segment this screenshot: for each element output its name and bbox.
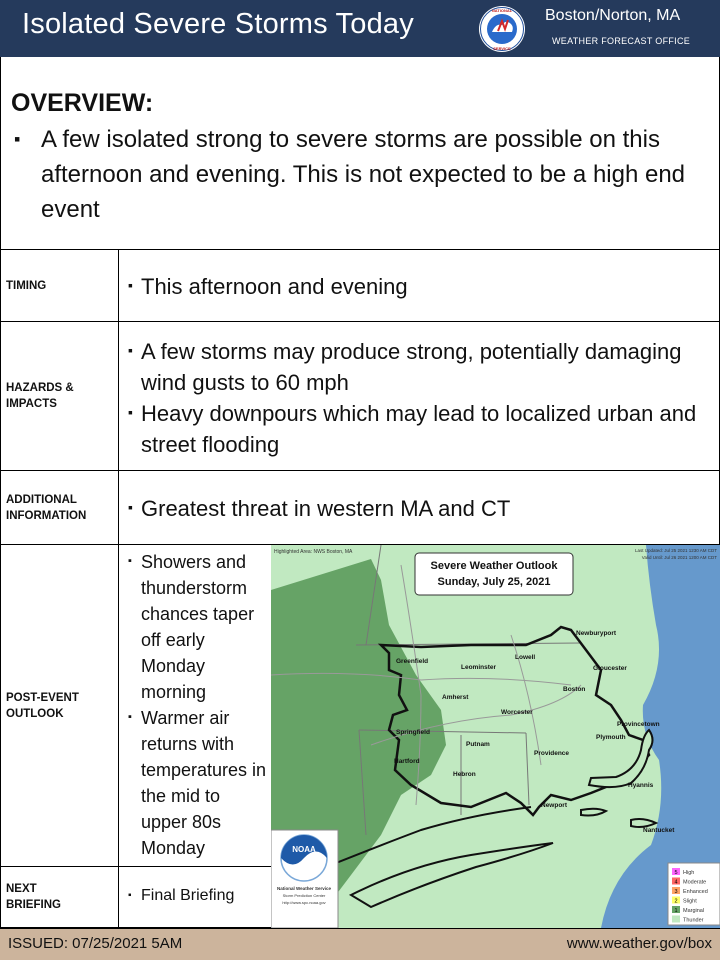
legend-label: Moderate bbox=[683, 879, 707, 886]
svg-text:NOAA: NOAA bbox=[292, 845, 316, 854]
map-date: Sunday, July 25, 2021 bbox=[437, 576, 551, 588]
map-valid-until: Valid Until: Jul 26 2021 1200 AM CDT bbox=[641, 555, 717, 560]
map-last-updated: Last Updated: Jul 25 2021 1230 AM CDT bbox=[634, 548, 717, 553]
row-additional-info bbox=[0, 471, 720, 545]
city-label: Worcester bbox=[501, 709, 533, 716]
city-label: Greenfield bbox=[396, 658, 429, 665]
legend-label: Marginal bbox=[683, 908, 705, 914]
overview-heading: OVERVIEW: bbox=[11, 89, 154, 117]
city-label: Gloucester bbox=[593, 665, 627, 672]
bullet-icon: ▪ bbox=[128, 711, 132, 723]
noaa-caption: http://www.spc.noaa.gov bbox=[282, 900, 326, 905]
list-item: ▪ Showers and thunderstorm chances taper off early Monday morning bbox=[141, 549, 269, 705]
city-label: Putnam bbox=[466, 741, 490, 748]
header-bar bbox=[0, 0, 720, 57]
city-label: Hartford bbox=[394, 758, 420, 765]
legend-number: 4 bbox=[674, 879, 678, 886]
city-label: Providence bbox=[534, 750, 570, 757]
list-item: ▪ Greatest threat in western MA and CT bbox=[141, 493, 510, 524]
city-label: Lowell bbox=[515, 654, 536, 661]
list-item: ▪ Final Briefing bbox=[141, 885, 234, 907]
bullet-icon: ▪ bbox=[128, 890, 132, 901]
row-label: ADDITIONAL INFORMATION bbox=[1, 471, 119, 544]
map-title: Severe Weather Outlook bbox=[430, 560, 558, 572]
city-label: Newburyport bbox=[576, 630, 617, 637]
city-label: Nantucket bbox=[643, 827, 675, 834]
noaa-caption: Storm Prediction Center bbox=[282, 893, 326, 898]
legend-label: Slight bbox=[683, 898, 697, 905]
row-label: NEXT BRIEFING bbox=[1, 867, 119, 927]
noaa-logo-icon bbox=[281, 835, 327, 881]
list-item: ▪ A few storms may produce strong, potentially damaging wind gusts to 60 mph bbox=[141, 336, 720, 398]
legend-number: 2 bbox=[674, 898, 678, 905]
legend-number: 5 bbox=[674, 870, 678, 876]
list-item: ▪ Heavy downpours which may lead to localized urban and street flooding bbox=[141, 398, 720, 460]
city-label: Provincetown bbox=[617, 721, 660, 728]
bullet-icon: ▪ bbox=[128, 342, 133, 358]
noaa-caption: National Weather Service bbox=[277, 886, 331, 891]
city-label: Newport bbox=[541, 802, 567, 809]
city-label: Plymouth bbox=[596, 734, 626, 741]
overview-section bbox=[0, 57, 720, 250]
svg-text:SERVICE: SERVICE bbox=[493, 46, 511, 51]
bullet-icon: ▪ bbox=[128, 277, 133, 293]
overview-bullet: A few isolated strong to severe storms are possible on this afternoon and evening. This is not expected to be a high end event bbox=[41, 126, 686, 223]
bullet-icon: ▪ bbox=[128, 404, 133, 420]
city-label: Hyannis bbox=[628, 782, 654, 789]
legend-swatch bbox=[672, 916, 680, 923]
row-content bbox=[119, 250, 719, 321]
city-label: Leominster bbox=[461, 664, 497, 671]
row-hazards bbox=[0, 322, 720, 471]
list-item: ▪ This afternoon and evening bbox=[141, 271, 408, 302]
city-label: Amherst bbox=[442, 694, 469, 701]
city-label: Springfield bbox=[396, 729, 430, 736]
row-label: HAZARDS & IMPACTS bbox=[1, 322, 119, 470]
list-item: ▪ Warmer air returns with temperatures in the mid to upper 80s Monday bbox=[141, 705, 269, 861]
legend-label: Thunder bbox=[683, 917, 704, 924]
bullet-icon: ▪ bbox=[128, 499, 133, 515]
website-link[interactable]: www.weather.gov/box bbox=[566, 935, 712, 952]
row-label: TIMING bbox=[1, 250, 119, 321]
legend-label: High bbox=[683, 870, 695, 876]
svg-text:NATIONAL: NATIONAL bbox=[491, 8, 513, 13]
office-name: Boston/Norton, MA bbox=[545, 7, 681, 24]
nws-logo-icon bbox=[478, 5, 526, 53]
bullet-icon: ▪ bbox=[14, 129, 21, 149]
map-copyright: Highlighted Area: NWS Boston, MA bbox=[274, 549, 353, 555]
bullet-icon: ▪ bbox=[128, 555, 132, 567]
page-title: Isolated Severe Storms Today bbox=[22, 8, 414, 40]
row-content bbox=[119, 471, 719, 544]
issued-time: ISSUED: 07/25/2021 5AM bbox=[8, 935, 183, 952]
legend-label: Enhanced bbox=[683, 889, 708, 895]
outlook-map-svg bbox=[271, 545, 720, 928]
footer-bar bbox=[0, 928, 720, 960]
legend-number: 3 bbox=[674, 889, 678, 895]
severe-outlook-map bbox=[271, 545, 720, 928]
row-label: POST-EVENT OUTLOOK bbox=[1, 545, 119, 866]
legend-number: 1 bbox=[674, 908, 678, 914]
city-label: Hebron bbox=[453, 771, 476, 778]
row-timing bbox=[0, 250, 720, 322]
city-label: Boston bbox=[563, 686, 586, 693]
row-content bbox=[119, 322, 719, 470]
office-type: WEATHER FORECAST OFFICE bbox=[552, 36, 691, 46]
